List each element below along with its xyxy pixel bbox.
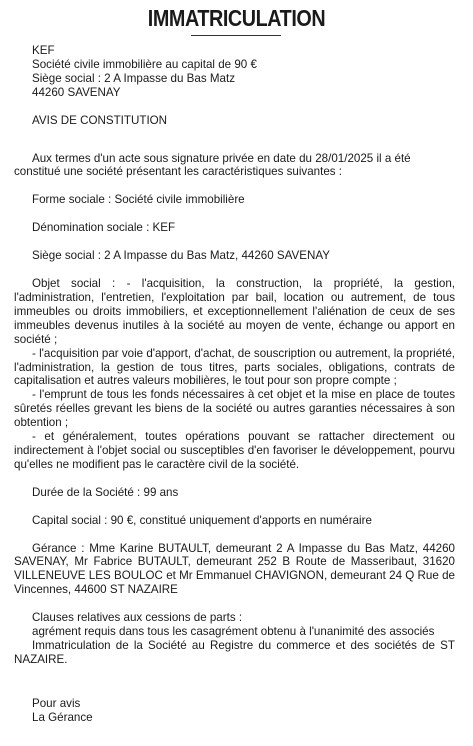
capital-social: Capital social : 90 €, constitué uniquement d'apports en numéraire: [32, 513, 372, 527]
title-underline: [191, 35, 281, 36]
company-header: [14, 44, 455, 100]
objet-social: [14, 277, 455, 472]
notice-type: AVIS DE CONSTITUTION: [32, 113, 168, 127]
gerance: Gérance : Mme Karine BUTAULT, demeurant 2 A Impasse du Bas Matz, 44260 SAVENAY, Mr Fabrice BUTAULT, demeurant 252 B Route de Masseribaut, 31620 VILLENEUVE LES BOULOC et Mr Emmanuel CHAVIGNON, demeurant 24 Q Rue de Vincennes, 44600 ST NAZAIRE: [14, 541, 455, 597]
clauses-title: Clauses relatives aux cessions de parts :: [32, 611, 243, 625]
objet-item: - l'emprunt de tous les fonds nécessaires à cet objet et la mise en place de toutes sûretés réelles grevant les biens de la société ou autres garanties nécessaires à son obtention ;: [14, 388, 455, 430]
closing-signature: [14, 697, 455, 725]
immatriculation-rcs: Immatriculation de la Société au Registre du commerce et des sociétés de ST NAZAIRE.: [14, 639, 455, 666]
notice-body: [14, 44, 455, 725]
intro-paragraph: Aux termes d'un acte sous signature privée en date du 28/01/2025 il a été constitué une société présentant les caractéristiques suivantes :: [14, 151, 411, 179]
objet-item: - l'acquisition par voie d'apport, d'achat, de souscription ou autrement, la propriété, l'administration, la gestion de tous titres, parts sociales, obligations, contrats de capitalisation et autres valeurs mobilières, le tout pour son propre compte ;: [14, 346, 455, 388]
objet-item: Objet social : - l'acquisition, la construction, la propriété, la gestion, l'administration, l'entretien, l'exploitation par bail, location ou autrement, de tous immeubles ou droits immobiliers, et exceptionnellement l'aliénation de ceux de ses immeubles devenus inutiles à la société au moyen de vente, échange ou apport en société ;: [14, 277, 455, 346]
notice-title: IMMATRICULATION: [147, 5, 326, 31]
company-city: 44260 SAVENAY: [32, 85, 121, 99]
denomination-sociale: Dénomination sociale : KEF: [32, 221, 176, 235]
forme-sociale: Forme sociale : Société civile immobilière: [32, 193, 245, 207]
duree-societe: Durée de la Société : 99 ans: [32, 485, 179, 499]
closing-line: Pour avis: [32, 696, 81, 710]
closing-line: La Gérance: [32, 710, 93, 724]
objet-item: - et généralement, toutes opérations pouvant se rattacher directement ou indirectement à l'objet social ou susceptibles d'en favoriser le développement, pourvu qu'elles ne modifient pas le caractère civil de la société.: [14, 430, 455, 471]
company-capital: Société civile immobilière au capital de 90 €: [32, 57, 257, 71]
company-address: Siège social : 2 A Impasse du Bas Matz: [32, 71, 235, 85]
siege-social: Siège social : 2 A Impasse du Bas Matz, 44260 SAVENAY: [32, 249, 330, 263]
company-name: KEF: [32, 44, 55, 57]
clauses-text: agrément requis dans tous les casagrément obtenu à l'unanimité des associés: [32, 625, 435, 639]
